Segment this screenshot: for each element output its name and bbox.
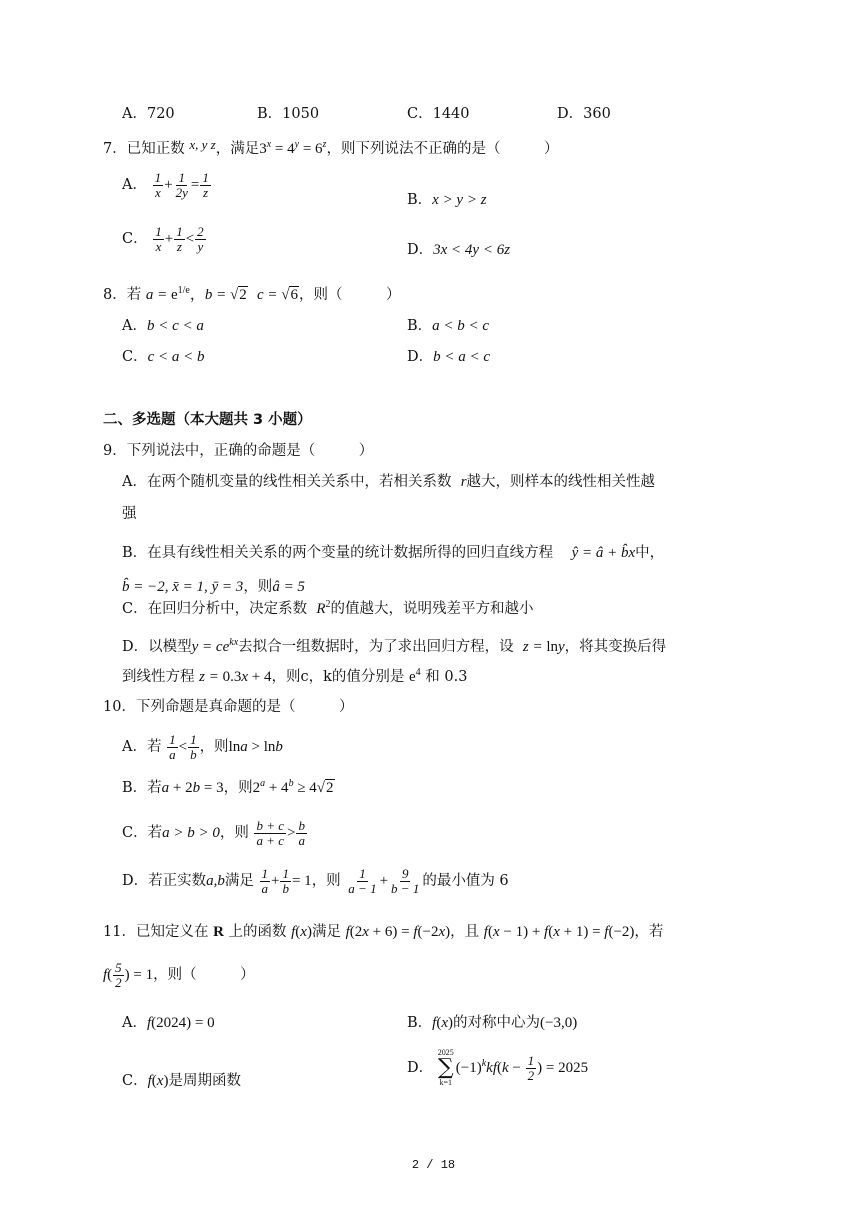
q11-option-d: D． 2025 ∑ k=1 $(-1)^kkf(k$ − $\frac{1}{2}$ ) = 2025 <box>407 1048 589 1087</box>
q8-option-d: D．b < a < c <box>407 349 491 365</box>
q8-option-b: B．a < b < c <box>407 318 490 334</box>
q11-option-a: A．f(2024) = 0 <box>122 1015 215 1031</box>
q11-stem-line1: 11．已知定义在 R 上的函数 f(x)满足 f(2x + 6) = f(−2x)，且 f(x − 1) + f(x + 1) = f(−2)，若 <box>103 924 664 940</box>
q9-option-d-line2: 到线性方程 z = 0.3x + 4，则c，k的值分别是 $e^4$ 和 0.3 <box>122 667 468 685</box>
q10-option-d: D．若正实数a,b满足 $\frac{1}{a}$ + $\frac{1}{b}$ = 1，则 $\frac{1}{a - 1}$ + $\frac{9}{b - 1}$ 的最小值为 6 <box>122 865 509 896</box>
q9-option-d-line1: D．以模型$y = ce^{kx}$去拟合一组数据时，为了求出回归方程，设 z = lny，将其变换后得 <box>122 637 667 655</box>
q9-option-a-line1: A．在两个随机变量的线性相关关系中，若相关系数 r越大，则样本的线性相关性越 <box>122 474 656 490</box>
q9-option-a-line2: 强 <box>122 506 137 522</box>
q10-stem: 10．下列命题是真命题的是（ ） <box>103 699 354 715</box>
q8-stem: 8．若 $a = e^{1/e}$，b = √2 c = √6，则（ ） <box>103 285 401 303</box>
q6-option-b: B．1050 <box>257 106 320 122</box>
q7-option-c: C． $\frac{1}{x}$ + $\frac{1}{z}$ < $\frac{2}{y}$ <box>122 223 204 254</box>
q11-option-c: C．f(x)是周期函数 <box>122 1073 241 1089</box>
q9-option-b-line2: b̂ = −2, x̄ = 1, ȳ = 3，则â = 5 <box>122 579 305 595</box>
q7-option-a: A． $\frac{1}{x}$ + $\frac{1}{2y}$ = $\frac{1}{z}$ <box>122 169 209 200</box>
q7-option-b: B．x > y > z <box>407 192 487 208</box>
q9-option-c: C．在回归分析中，决定系数 $R^2$的值越大，说明残差平方和越小 <box>122 599 534 617</box>
q9-option-b-line1: B．在具有线性相关关系的两个变量的统计数据所得的回归直线方程 ŷ = â + b̂x中， <box>122 545 665 561</box>
q8-option-a: A．b < c < a <box>122 318 204 334</box>
q10-option-a: A．若 $\frac{1}{a}$ < $\frac{1}{b}$ ，则lna > lnb <box>122 731 283 762</box>
q6-option-d: D．360 <box>557 106 611 122</box>
q11-stem-line2: f( $\frac{5}{2}$ ) = 1，则（ ） <box>103 959 255 990</box>
q8-option-c: C．c < a < b <box>122 349 205 365</box>
q7-stem: 7．已知正数 x, y z，满足$3^x = 4^y = 6^z$，则下列说法不正确的是（ ） <box>103 137 559 157</box>
page-number: 2 / 18 <box>411 1158 456 1172</box>
q10-option-b: B．若a + 2b = 3，则$2^a + 4^b \ge 4√2$ <box>122 778 334 796</box>
q7-option-d: D．3x < 4y < 6z <box>407 242 511 258</box>
section-heading: 二、多选题（本大题共 3 小题） <box>103 412 312 428</box>
q10-option-c: C．若a > b > 0，则 $\frac{b + c}{a + c}$ > $\frac{b}{a}$ <box>122 817 305 848</box>
q9-stem: 9．下列说法中，正确的命题是（ ） <box>103 443 374 459</box>
q6-option-c: C．1440 <box>407 106 470 122</box>
q11-option-b: B．f(x)的对称中心为(−3,0) <box>407 1015 578 1031</box>
q6-option-a: A．720 <box>122 106 175 122</box>
